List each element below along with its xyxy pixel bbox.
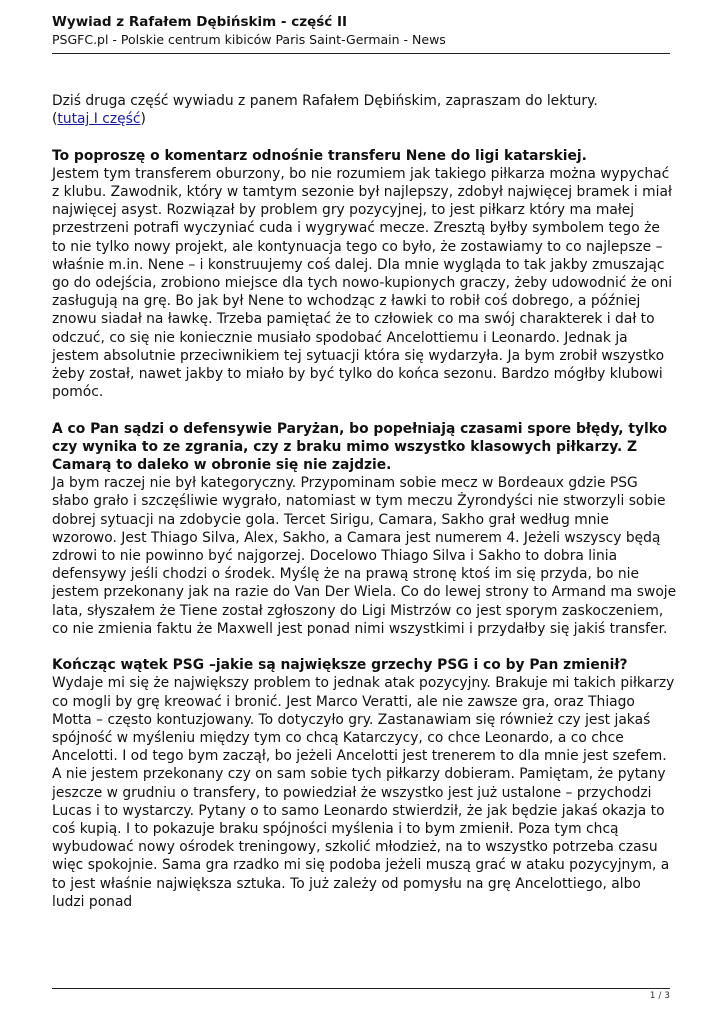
document-title: Wywiad z Rafałem Dębińskim - część II bbox=[52, 14, 348, 30]
intro-paragraph bbox=[52, 92, 677, 128]
page-number: 1 / 3 bbox=[649, 991, 670, 1001]
footer-divider bbox=[52, 988, 670, 989]
answer-text: Ja bym raczej nie był kategoryczny. Przypominam sobie mecz w Bordeaux gdzie PSG słabo grało i szczęśliwie wygrało, natomiast w tym meczu Żyrondyści nie stworzyli sobie dobrej sytuacji na zdobycie gola. Tercet Sirigu, Camara, Sakho grał według mnie wzorowo. Jest Thiago Silva, Alex, Sakho, a Camara jest numerem 4. Jeżeli wszyscy będą zdrowi to nie powinno być najgorzej. Docelowo Thiago Silva i Sakho to dobra linia defensywy jeśli chodzi o środek. Myślę że na prawą stronę ktoś im się przyda, bo nie jestem przekonany jak na razie do Van Der Wiela. Co do lewej strony to Armand ma swoje lata, słyszałem że Tiene został zgłoszony do Ligi Mistrzów co jest sporym zaskoczeniem, co nie zmienia faktu że Maxwell jest ponad nimi wszystkimi i przydałby się jakiś transfer. bbox=[52, 475, 677, 637]
page-header bbox=[52, 14, 670, 48]
answer-text: Wydaje mi się że największy problem to jednak atak pozycyjny. Brakuje mi takich piłkarzy co mogli by grę kreować i bronić. Jest Marco Veratti, ale nie zawsze gra, oraz Thiago Motta – często kontuzjowany. To dotyczyło gry. Zastanawiam się również czy jest jakaś spójność w myśleniu między tym co chcą Katarczycy, co chce Leonardo, a co chce Ancelotti. I od tego bym zaczął, bo jeżeli Ancelotti jest trenerem to dla mnie jest szefem. A nie jestem przekonany czy on sam sobie tych piłkarzy dobieram. Pamiętam, że pytany jeszcze w grudniu o transfery, to powiedział że wszystko jest już ustalone – przychodzi Lucas i to wystarczy. Pytany o to samo Leonardo stwierdził, że jak będzie jakaś okazja to coś kupią. I to pokazuje braku spójności myślenia i to bym zmienił. Poza tym chcą wybudować nowy ośrodek treningowy, szkolić młodzież, na to wszystko potrzeba czasu więc spokojnie. Sama gra rzadko mi się podoba jeżeli muszą grać w ataku pozycyjnym, a to jest właśnie największa sztuka. To już zależy od pomysłu na grę Ancelottiego, albo ludzi ponad bbox=[52, 675, 675, 910]
question-text: To poproszę o komentarz odnośnie transferu Nene do ligi katarskiej. bbox=[52, 147, 587, 164]
paren-open: ( bbox=[52, 111, 58, 128]
interview-section bbox=[52, 656, 677, 911]
interview-section bbox=[52, 147, 677, 402]
part-one-link[interactable]: tutaj I część bbox=[57, 111, 141, 128]
paren-close: ) bbox=[140, 111, 146, 128]
question-text: Kończąc wątek PSG –jakie są największe grzechy PSG i co by Pan zmienił? bbox=[52, 657, 628, 674]
answer-text: Jestem tym transferem oburzony, bo nie rozumiem jak takiego piłkarza można wypychać z klubu. Zawodnik, który w tamtym sezonie był najlepszy, zdobył najwięcej bramek i miał najwięcej asyst. Rozwiązał by problem gry pozycyjnej, to jest piłkarz który ma małej przestrzeni potrafi wyczyniać cuda i wygrywać mecze. Zresztą byłby symbolem tego że to nie tylko nowy projekt, ale kontynuacja tego co było, że zostawiamy to co najlepsze – właśnie m.in. Nene – i konstruujemy coś dalej. Dla mnie wygląda to tak jakby zmuszając go do odejścia, zrobiono miejsce dla tych nowo-kupionych graczy, żeby udowodnić że oni zasługują na grę. Bo jak był Nene to wchodząc z ławki to robił coś dobrego, a później znowu siadał na ławkę. Trzeba pamiętać że to człowiek co ma swój charakterek i dał to odczuć, co się nie koniecznie musiało spodobać Ancelottiemu i Leonardo. Jednak ja jestem absolutnie przeciwnikiem tej sytuacji która się wydarzyła. Ja bym zrobił wszystko żeby został, nawet jakby to miało by być tylko do końca sezonu. Bardzo mógłby klubowi pomóc. bbox=[52, 165, 673, 401]
article-body bbox=[52, 92, 677, 929]
interview-section bbox=[52, 420, 677, 638]
site-subtitle: PSGFC.pl - Polskie centrum kibiców Paris Saint-Germain - News bbox=[52, 32, 446, 47]
question-text: A co Pan sądzi o defensywie Paryżan, bo popełniają czasami spore błędy, tylko czy wynika to ze zgrania, czy z braku mimo wszystko klasowych piłkarzy. Z Camarą to daleko w obronie się nie zajdzie. bbox=[52, 420, 668, 474]
header-divider bbox=[52, 53, 670, 54]
intro-text: Dziś druga część wywiadu z panem Rafałem Dębińskim, zapraszam do lektury. bbox=[52, 93, 598, 109]
